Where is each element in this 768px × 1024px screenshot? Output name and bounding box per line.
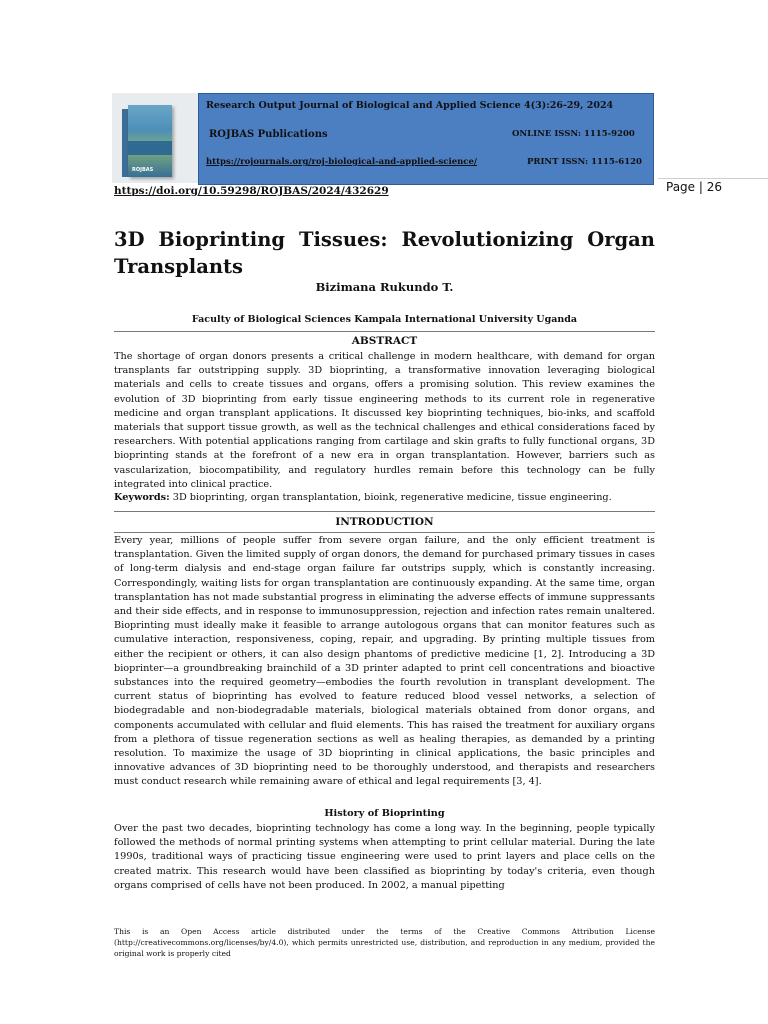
cover-stripe <box>128 141 172 155</box>
introduction-bottom-rule <box>114 532 655 533</box>
cover-brand: ROJBAS <box>132 167 154 173</box>
history-text: Over the past two decades, bioprinting technology has come a long way. In the beginning, people typically followed the methods of normal printing systems when attempting to print cellular material. During the late 1990s, traditional ways of practicing tissue engineering were used to print layers and place cells on the created matrix. This research would have been classified as bioprinting by today's criteria, even though organs comprised of cells have not been produced. In 2002, a manual pipetting <box>114 823 655 891</box>
introduction-heading: INTRODUCTION <box>335 516 434 528</box>
author-affiliation: Faculty of Biological Sciences Kampala International University Uganda <box>191 314 578 325</box>
doi-link[interactable]: https://doi.org/10.59298/ROJBAS/2024/432629 <box>114 185 389 197</box>
history-heading: History of Bioprinting <box>324 808 445 819</box>
keywords-label: Keywords: <box>114 492 170 503</box>
cover-book <box>128 105 172 177</box>
introduction-top-rule <box>114 511 655 512</box>
abstract-heading: ABSTRACT <box>351 335 418 347</box>
license-footer: This is an Open Access article distributed under the terms of the Creative Commons Attribution License (http://creativecommons.org/licenses/by/4.0), which permits unrestricted use, distribution, and reproduction in any medium, provided the original work is properly cited <box>114 927 655 958</box>
journal-header-box <box>198 93 654 185</box>
author-name: Bizimana Rukundo T. <box>315 280 454 294</box>
online-issn: ONLINE ISSN: 1115-9200 <box>512 129 635 139</box>
print-issn: PRINT ISSN: 1115-6120 <box>527 157 642 167</box>
abstract-text: The shortage of organ donors presents a critical challenge in modern healthcare, with demand for organ transplants far outstripping supply. 3D bioprinting, a transformative innovation leveraging biological materials and cells to create tissues and organs, offers a promising solution. This review examines the evolution of 3D bioprinting from early tissue engineering methods to its current role in regenerative medicine and organ transplant applications. It discussed key bioprinting techniques, bio-inks, and scaffold materials that support tissue growth, as well as the technical challenges and ethical considerations faced by researchers. With potential applications ranging from cartilage and skin grafts to fully functional organs, 3D bioprinting stands at the forefront of a new era in organ transplantation. However, barriers such as vascularization, biocompatibility, and regulatory hurdles remain before this technology can be fully integrated into clinical practice. <box>114 351 655 490</box>
publisher-name: ROJBAS Publications <box>209 129 328 140</box>
abstract-top-rule <box>114 331 655 332</box>
journal-url-link[interactable]: https://rojournals.org/roj-biological-and-applied-science/ <box>206 157 477 167</box>
journal-citation: Research Output Journal of Biological and Applied Science 4(3):26-29, 2024 <box>206 100 614 111</box>
journal-cover-image <box>112 93 198 183</box>
keywords-list: 3D bioprinting, organ transplantation, bioink, regenerative medicine, tissue engineering. <box>169 492 612 503</box>
keywords <box>114 492 655 503</box>
introduction-text: Every year, millions of people suffer from severe organ failure, and the only efficient treatment is transplantation. Given the limited supply of organ donors, the demand for purchased primary tissues in cases of long-term dialysis and end-stage organ failure far outstrips supply, which is constantly increasing. Correspondingly, waiting lists for organ transplantation are continuously expanding. At the same time, organ transplantation has not made substantial progress in eliminating the adverse effects of immune suppressants and their side effects, and in response to immunosuppression, rejection and infection rates remain unaltered. Bioprinting must ideally make it feasible to arrange autologous organs that can monitor features such as cumulative interaction, responsiveness, coping, repair, and upgrading. By printing multiple tissues from either the recipient or others, it can also design phantoms of predictive medicine [1, 2]. Introducing a 3D bioprinter—a groundbreaking brainchild of a 3D printer adapted to print cell concentrations and bioactive substances into the required geometry—embodies the fourth revolution in transplant development. The current status of bioprinting has evolved to feature reduced blood vessel networks, a selection of biodegradable and non-biodegradable materials, biological materials obtained from donor organs, and components accumulated with cellular and fluid elements. This has raised the treatment for auxiliary organs from a plethora of tissue regeneration sections as well as healing therapies, as demanded by a printing resolution. To maximize the usage of 3D bioprinting in clinical applications, the basic principles and innovative advances of 3D bioprinting need to be thoroughly understood, and therapists and researchers must conduct research while remaining aware of ethical and legal requirements [3, 4]. <box>114 535 655 788</box>
page-number-rule <box>658 178 768 179</box>
article-title: 3D Bioprinting Tissues: Revolutionizing Organ Transplants <box>114 228 655 278</box>
page-number: Page | 26 <box>666 180 722 194</box>
